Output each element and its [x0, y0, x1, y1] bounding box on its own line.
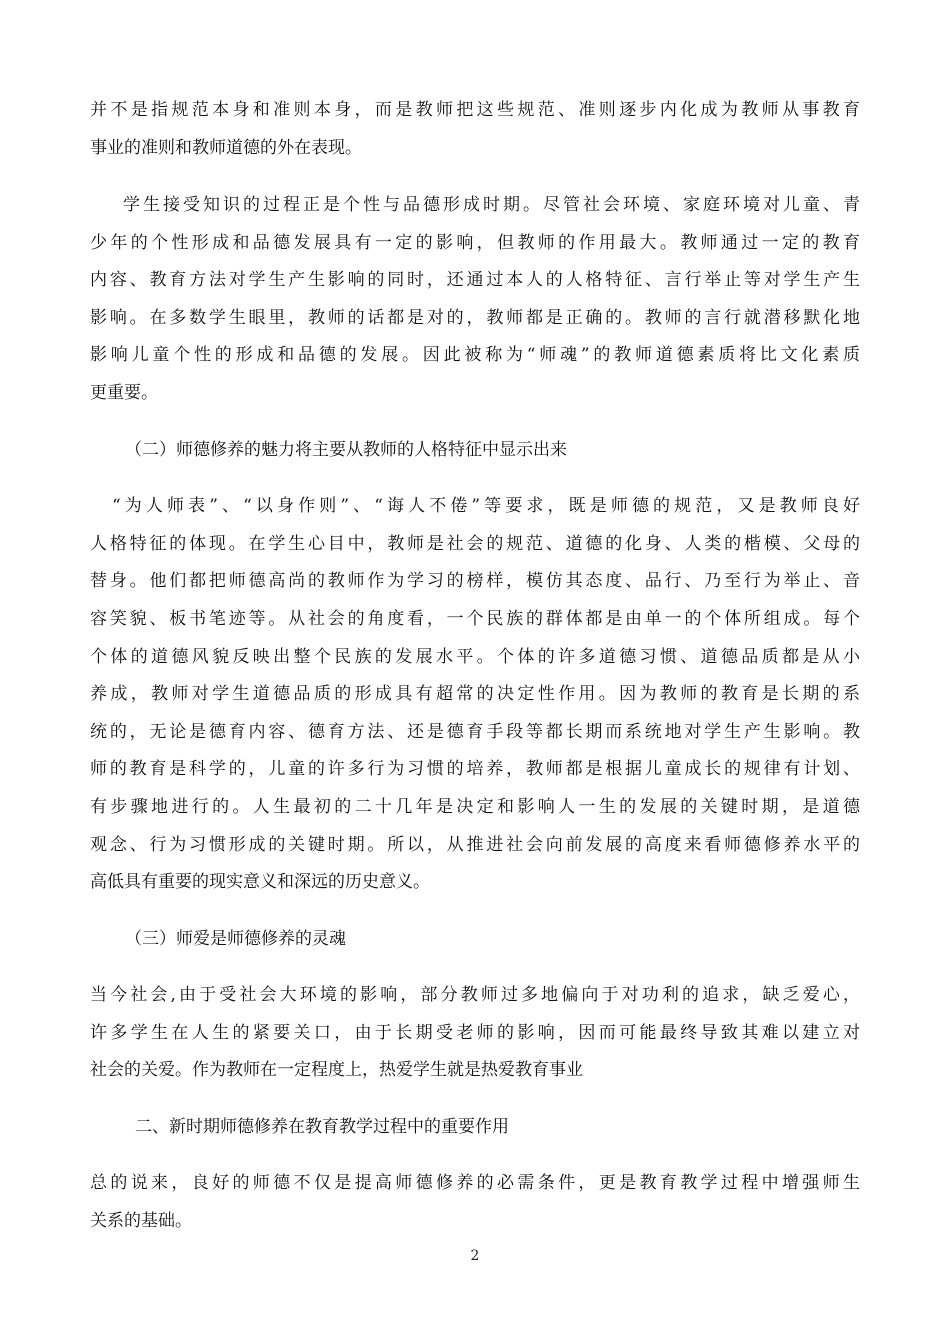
text-line: 容笑貌、板书笔迹等。从社会的角度看，一个民族的群体都是由单一的个体所组成。每个 [90, 609, 860, 629]
section-heading: （三）师爱是师德修养的灵魂 [125, 929, 346, 949]
text-line: 有步骤地进行的。人生最初的二十几年是决定和影响人一生的发展的关键时期，是道德 [90, 797, 860, 817]
text-line: 高低具有重要的现实意义和深远的历史意义。 [90, 872, 430, 892]
text-line: 个体的道德风貌反映出整个民族的发展水平。个体的许多道德习惯、道德品质都是从小 [90, 647, 860, 667]
section-heading: （二）师德修养的魅力将主要从教师的人格特征中显示出来 [125, 440, 567, 460]
text-line: 总的说来，良好的师德不仅是提高师德修养的必需条件，更是教育教学过程中增强师生 [90, 1173, 860, 1193]
text-line: 内容、教育方法对学生产生影响的同时，还通过本人的人格特征、言行举止等对学生产生 [90, 270, 860, 290]
text-line: 少年的个性形成和品德发展具有一定的影响，但教师的作用最大。教师通过一定的教育 [90, 233, 860, 253]
text-line: 学生接受知识的过程正是个性与品德形成时期。尽管社会环境、家庭环境对儿童、青 [123, 195, 860, 215]
text-line: 更重要。 [90, 383, 158, 403]
text-line: 当今社会,由于受社会大环境的影响，部分教师过多地偏向于对功利的追求，缺乏爱心， [90, 985, 860, 1005]
text-line: 事业的准则和教师道德的外在表现。 [90, 138, 362, 158]
text-line: 师的教育是科学的，儿童的许多行为习惯的培养，教师都是根据儿童成长的规律有计划、 [90, 759, 860, 779]
text-line: 统的，无论是德育内容、德育方法、还是德育手段等都长期而系统地对学生产生影响。教 [90, 722, 860, 742]
text-line: 许多学生在人生的紧要关口，由于长期受老师的影响，因而可能最终导致其难以建立对 [90, 1023, 860, 1043]
text-line: 关系的基础。 [90, 1211, 192, 1231]
text-line: 人格特征的体现。在学生心目中，教师是社会的规范、道德的化身、人类的楷模、父母的 [90, 534, 860, 554]
text-line: 养成，教师对学生道德品质的形成具有超常的决定性作用。因为教师的教育是长期的系 [90, 684, 860, 704]
section-heading: 二、新时期师德修养在教育教学过程中的重要作用 [135, 1117, 509, 1137]
text-line: 替身。他们都把师德高尚的教师作为学习的榜样，模仿其态度、品行、乃至行为举止、音 [90, 571, 860, 591]
text-line: 影响。在多数学生眼里，教师的话都是对的，教师都是正确的。教师的言行就潜移默化地 [90, 308, 860, 328]
text-line: “为人师表”、“以身作则”、“诲人不倦”等要求，既是师德的规范，又是教师良好 [112, 496, 860, 516]
text-line: 社会的关爱。作为教师在一定程度上，热爱学生就是热爱教育事业 [90, 1060, 583, 1080]
text-line: 观念、行为习惯形成的关键时期。所以，从推进社会向前发展的高度来看师德修养水平的 [90, 835, 860, 855]
text-line: 影响儿童个性的形成和品德的发展。因此被称为“师魂”的教师道德素质将比文化素质 [90, 345, 860, 365]
text-line: 并不是指规范本身和准则本身，而是教师把这些规范、准则逐步内化成为教师从事教育 [90, 100, 860, 120]
page-number: 2 [470, 1248, 480, 1264]
